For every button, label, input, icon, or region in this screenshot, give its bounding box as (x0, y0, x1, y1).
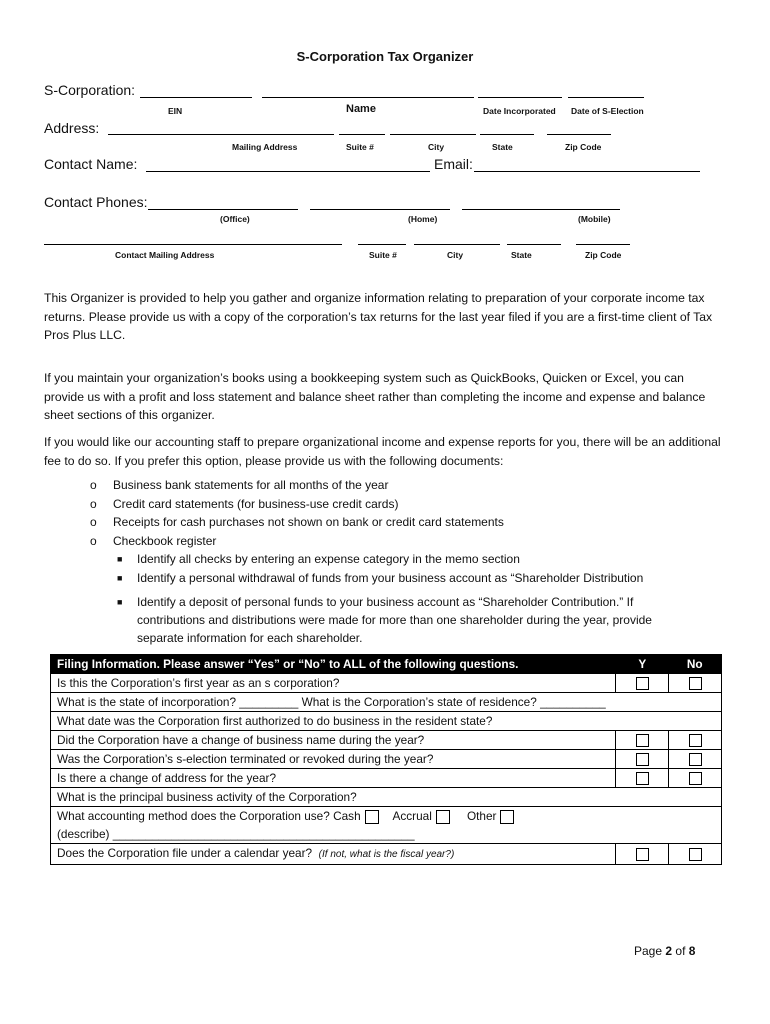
mobile-phone-field[interactable] (462, 209, 620, 210)
accrual-checkbox[interactable] (436, 810, 450, 824)
cash-checkbox[interactable] (365, 810, 379, 824)
contact-suite-caption: Suite # (369, 250, 397, 260)
mailing-address-field[interactable] (108, 134, 334, 135)
mailing-address-caption: Mailing Address (232, 142, 298, 152)
yes-checkbox[interactable] (636, 734, 649, 747)
city-field[interactable] (390, 134, 476, 135)
ein-field[interactable] (140, 97, 252, 98)
question-text: What date was the Corporation first authorized to do business in the resident state? (51, 712, 722, 731)
question-text: What is the state of incorporation? _________ What is the Corporation’s state of residence? __________ (51, 693, 722, 712)
contact-mailing-caption: Contact Mailing Address (115, 250, 215, 260)
contact-city-field[interactable] (414, 244, 500, 245)
mobile-caption: (Mobile) (578, 214, 611, 224)
question-text: Was the Corporation’s s-election terminated or revoked during the year? (51, 750, 616, 769)
table-row (51, 674, 722, 693)
contact-zip-caption: Zip Code (585, 250, 622, 260)
date-election-field[interactable] (568, 97, 644, 98)
fiscal-year-note: (If not, what is the fiscal year?) (318, 849, 455, 860)
ein-caption: EIN (168, 106, 183, 116)
subbullet-marker: ■ (117, 597, 123, 607)
no-checkbox[interactable] (689, 677, 702, 690)
accrual-label: Accrual (392, 809, 432, 823)
bullet-item: Business bank statements for all months of the year (113, 478, 389, 492)
office-phone-field[interactable] (148, 209, 298, 210)
question-text: Did the Corporation have a change of business name during the year? (51, 731, 616, 750)
bookkeeping-paragraph: If you maintain your organization’s books using a bookkeeping system such as QuickBooks, Quicken or Excel, you can provide us with a profit and loss statement and balance sheet rather than completing the income and expense and balance sheet sections of this organizer. (44, 371, 706, 422)
describe-field[interactable]: (describe) ______________________________________________ (57, 827, 415, 841)
bullet-item: Receipts for cash purchases not shown on bank or credit card statements (113, 515, 504, 529)
office-caption: (Office) (220, 214, 250, 224)
intro-paragraph: This Organizer is provided to help you gather and organize information relating to preparation of your corporate income tax returns. Please provide us with a copy of the corporation’s tax returns for the last year filed if you are a first-time client of Tax Pros Plus LLC. (44, 291, 713, 342)
yes-checkbox[interactable] (636, 848, 649, 861)
zip-caption: Zip Code (565, 142, 602, 152)
address-label: Address: (44, 120, 100, 136)
subbullet-item: Identify all checks by entering an expense category in the memo section (137, 552, 520, 566)
table-row (51, 788, 722, 807)
other-checkbox[interactable] (500, 810, 514, 824)
yes-checkbox[interactable] (636, 772, 649, 785)
no-checkbox[interactable] (689, 772, 702, 785)
subbullet-item: separate information for each shareholder. (137, 631, 363, 645)
question-text: Does the Corporation file under a calendar year? (57, 846, 313, 860)
subbullet-item: Identify a deposit of personal funds to your business account as “Shareholder Contribution.” If (137, 595, 634, 609)
calendar-question (51, 844, 616, 865)
contact-suite-field[interactable] (358, 244, 406, 245)
home-caption: (Home) (408, 214, 438, 224)
contact-name-label: Contact Name: (44, 156, 138, 172)
question-text: Is there a change of address for the year? (51, 769, 616, 788)
no-header: No (669, 655, 722, 674)
table-header: Filing Information. Please answer “Yes” or “No” to ALL of the following questions. (51, 655, 616, 674)
other-label: Other (466, 809, 497, 823)
scorp-label: S-Corporation: (44, 82, 136, 98)
filing-information-table (50, 654, 722, 865)
subbullet-item: contributions and distributions were made for more than one shareholder during the year, provide (137, 613, 652, 627)
contact-name-field[interactable] (146, 171, 430, 172)
bullet-marker: o (90, 534, 97, 548)
name-caption: Name (346, 103, 376, 115)
home-phone-field[interactable] (310, 209, 450, 210)
city-caption: City (428, 142, 445, 152)
date-election-caption: Date of S-Election (571, 106, 644, 116)
table-row (51, 731, 722, 750)
contact-city-caption: City (447, 250, 464, 260)
yes-checkbox[interactable] (636, 753, 649, 766)
no-checkbox[interactable] (689, 753, 702, 766)
question-text: What is the principal business activity of the Corporation? (51, 788, 722, 807)
page-title: S-Corporation Tax Organizer (296, 49, 474, 64)
table-row (51, 750, 722, 769)
question-text: Is this the Corporation’s first year as an s corporation? (51, 674, 616, 693)
date-incorporated-field[interactable] (478, 97, 562, 98)
state-caption: State (492, 142, 513, 152)
accounting-method-cell (51, 807, 722, 844)
yes-checkbox[interactable] (636, 677, 649, 690)
bullet-marker: o (90, 497, 97, 511)
contact-phones-label: Contact Phones: (44, 194, 148, 210)
subbullet-item: Identify a personal withdrawal of funds from your business account as “Shareholder Distribution (137, 571, 644, 585)
contact-state-field[interactable] (507, 244, 561, 245)
bullet-marker: o (90, 478, 97, 492)
table-row (51, 844, 722, 865)
yes-header: Y (616, 655, 669, 674)
page-number: Page 2 of 8 (634, 944, 696, 958)
fee-paragraph: If you would like our accounting staff to prepare organizational income and expense reports for you, there will be an additional fee to do so. If you prefer this option, please provide us with the following documents: (44, 435, 721, 468)
date-incorporated-caption: Date Incorporated (483, 106, 556, 116)
bullet-marker: o (90, 515, 97, 529)
suite-field[interactable] (339, 134, 385, 135)
no-checkbox[interactable] (689, 848, 702, 861)
email-label: Email: (434, 156, 473, 172)
subbullet-marker: ■ (117, 573, 123, 583)
no-checkbox[interactable] (689, 734, 702, 747)
bullet-item: Credit card statements (for business-use credit cards) (113, 497, 399, 511)
table-row (51, 693, 722, 712)
contact-mailing-field[interactable] (44, 244, 342, 245)
table-row (51, 712, 722, 731)
state-field[interactable] (480, 134, 534, 135)
contact-zip-field[interactable] (576, 244, 630, 245)
name-field[interactable] (262, 97, 474, 98)
email-field[interactable] (474, 171, 700, 172)
table-row (51, 807, 722, 844)
bullet-item: Checkbook register (113, 534, 217, 548)
suite-caption: Suite # (346, 142, 374, 152)
table-header-row (51, 655, 722, 674)
table-row (51, 769, 722, 788)
zip-field[interactable] (547, 134, 611, 135)
subbullet-marker: ■ (117, 554, 123, 564)
question-text: What accounting method does the Corporation use? Cash (57, 809, 361, 823)
contact-state-caption: State (511, 250, 532, 260)
